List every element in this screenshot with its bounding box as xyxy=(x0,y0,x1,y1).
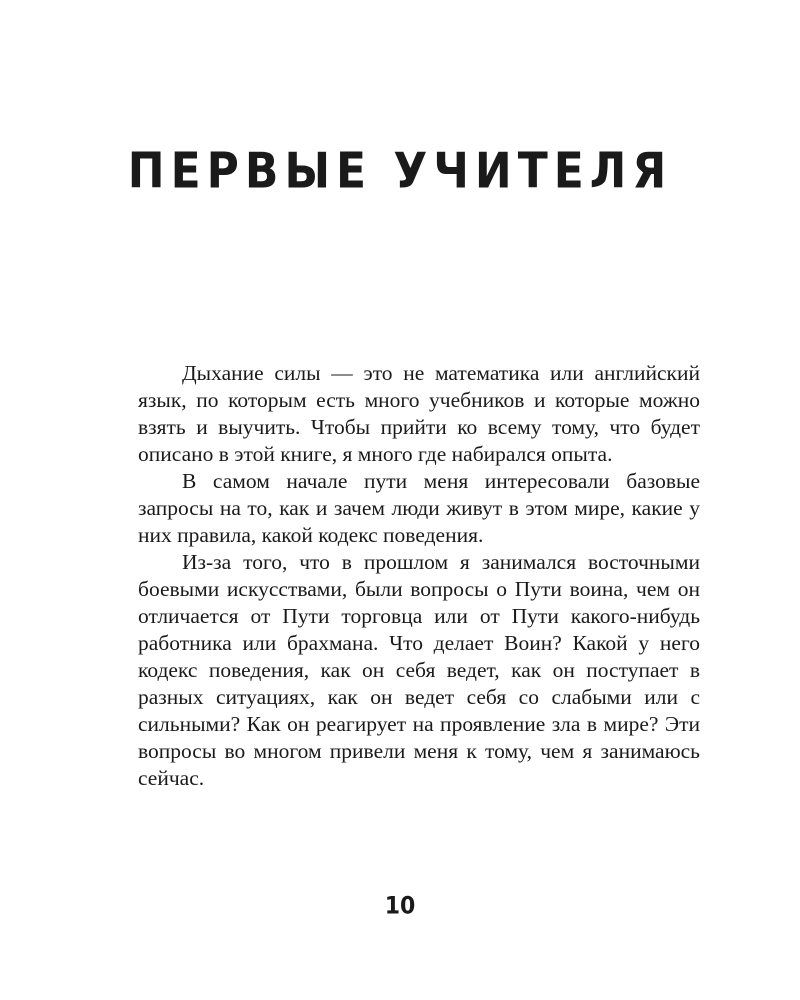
paragraph: Из-за того, что в прошлом я занимался восточными боевыми искусствами, были вопросы о Пути воина, чем он отличается от Пути торговца или от Пути какого-нибудь работника или брахмана. Что делает Воин? Какой у него кодекс поведения, как он себя ведет, как он поступает в разных ситуациях, как он ведет себя со слабыми или с сильными? Как он реагирует на проявление зла в мире? Эти вопросы во многом привели меня к тому, чем я занимаюсь сейчас. xyxy=(138,550,700,790)
paragraph: В самом начале пути меня интересовали базовые запросы на то, как и зачем люди живут в этом мире, какие у них правила, какой кодекс поведения. xyxy=(138,469,700,547)
chapter-title: ПЕРВЫЕ УЧИТЕЛЯ xyxy=(127,142,673,200)
paragraph: Дыхание силы — это не математика или английский язык, по которым есть много учебников и которые можно взять и выучить. Чтобы прийти ко всему тому, что будет описано в этой книге, я много где набирался опыта. xyxy=(138,361,700,466)
page-number: 10 xyxy=(384,892,416,921)
body-text xyxy=(138,360,700,792)
